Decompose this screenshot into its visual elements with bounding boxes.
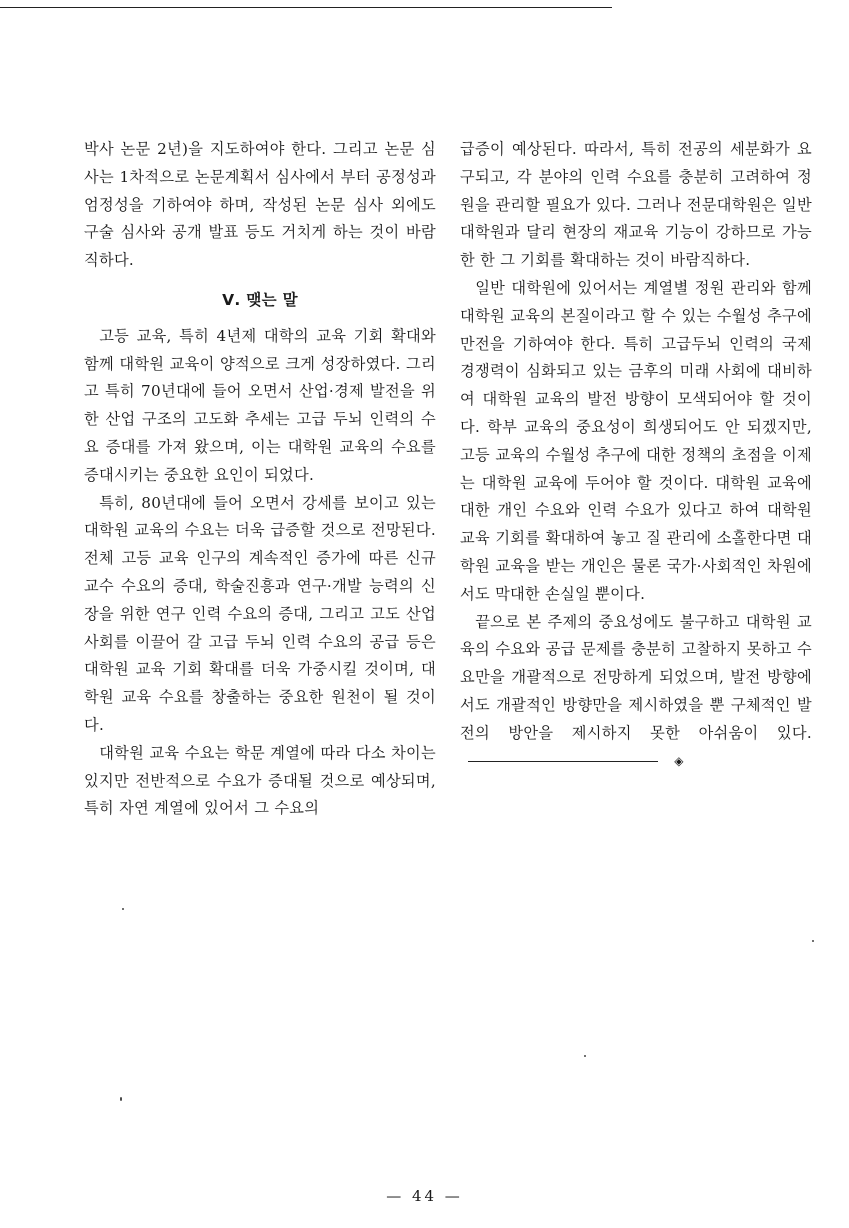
page-number: — 44 — xyxy=(386,1187,463,1205)
paragraph: 대학원 교육 수요는 학문 계열에 따라 다소 차이는 있지만 전반적으로 수요가 증대될 것으로 예상되며, 특히 자연 계열에 있어서 그 수요의 xyxy=(84,743,436,818)
scan-speck xyxy=(120,1097,122,1101)
paragraph: 특히, 80년대에 들어 오면서 강세를 보이고 있는 대학원 교육의 수요는 더욱 급증할 것으로 전망된다. 전체 고등 교육 인구의 계속적인 증가에 따른 신규 교수 수요의 증대, 학술진흥과 연구·개발 능력의 신장을 위한 연구 인력 수요의 증대, 그리고 고도 산업 사회를 이끌어 갈 고급 두뇌 인력 수요의 공급 등은 대학원 교육 기회 확대를 더욱 가중시킬 것이며, 대학원 교육 수요를 창출하는 중요한 원천이 될 것이다. xyxy=(84,493,436,734)
end-mark-icon: ◈ xyxy=(674,753,684,768)
scan-speck xyxy=(812,940,814,942)
section-heading: Ⅴ. 맺는 말 xyxy=(222,290,298,309)
left-column xyxy=(84,136,436,823)
paragraph: 박사 논문 2년)을 지도하여야 한다. 그리고 논문 심사는 1차적으로 논문계획서 심사에서 부터 공정성과 엄정성을 기하여야 하며, 작성된 논문 심사 외에도 구술 심사와 공개 발표 등도 거치게 하는 것이 바람직하다. xyxy=(84,140,436,270)
paragraph: 급증이 예상된다. 따라서, 특히 전공의 세분화가 요구되고, 각 분야의 인력 수요를 충분히 고려하여 정원을 관리할 필요가 있다. 그러나 전문대학원은 일반 대학원과 달리 현장의 재교육 기능이 강하므로 가능한 한 그 기회를 확대하는 것이 바람직하다. xyxy=(460,140,812,270)
scan-speck xyxy=(122,908,124,910)
right-column xyxy=(460,136,812,775)
paragraph-final xyxy=(460,609,812,776)
end-rule xyxy=(468,761,658,762)
paragraph: 일반 대학원에 있어서는 계열별 정원 관리와 함께 대학원 교육의 본질이라고 할 수 있는 수월성 추구에 만전을 기하여야 한다. 특히 고급두뇌 인력의 국제 경쟁력이 심화되고 있는 금후의 미래 사회에 대비하여 대학원 교육의 발전 방향이 모색되어야 할 것이다. 학부 교육의 중요성이 희생되어도 안 되겠지만, 고등 교육의 수월성 추구에 대한 정책의 초점을 이제는 대학원 교육에 두어야 할 것이다. 대학원 교육에 대한 개인 수요와 인력 수요가 있다고 하여 대학원 교육 기회를 확대하여 놓고 질 관리에 소홀한다면 대학원 교육을 받는 개인은 물론 국가·사회적인 차원에서도 막대한 손실일 뿐이다. xyxy=(460,278,812,603)
paragraph-text: 끝으로 본 주제의 중요성에도 불구하고 대학원 교육의 수요와 공급 문제를 충분히 고찰하지 못하고 수요만을 개괄적으로 전망하게 되었으며, 발전 방향에서도 개괄적인 방향만을 제시하였을 뿐 구체적인 발전의 방안을 제시하지 못한 아쉬움이 있다. xyxy=(460,612,812,742)
paragraph: 고등 교육, 특히 4년제 대학의 교육 기회 확대와 함께 대학원 교육이 양적으로 크게 성장하였다. 그리고 특히 70년대에 들어 오면서 산업·경제 발전을 위한 산업 구조의 고도화 추세는 고급 두뇌 인력의 수요 증대를 가져 왔으며, 이는 대학원 교육의 수요를 증대시키는 중요한 요인이 되었다. xyxy=(84,326,436,484)
scan-speck xyxy=(584,1055,586,1057)
top-rule xyxy=(0,7,612,8)
